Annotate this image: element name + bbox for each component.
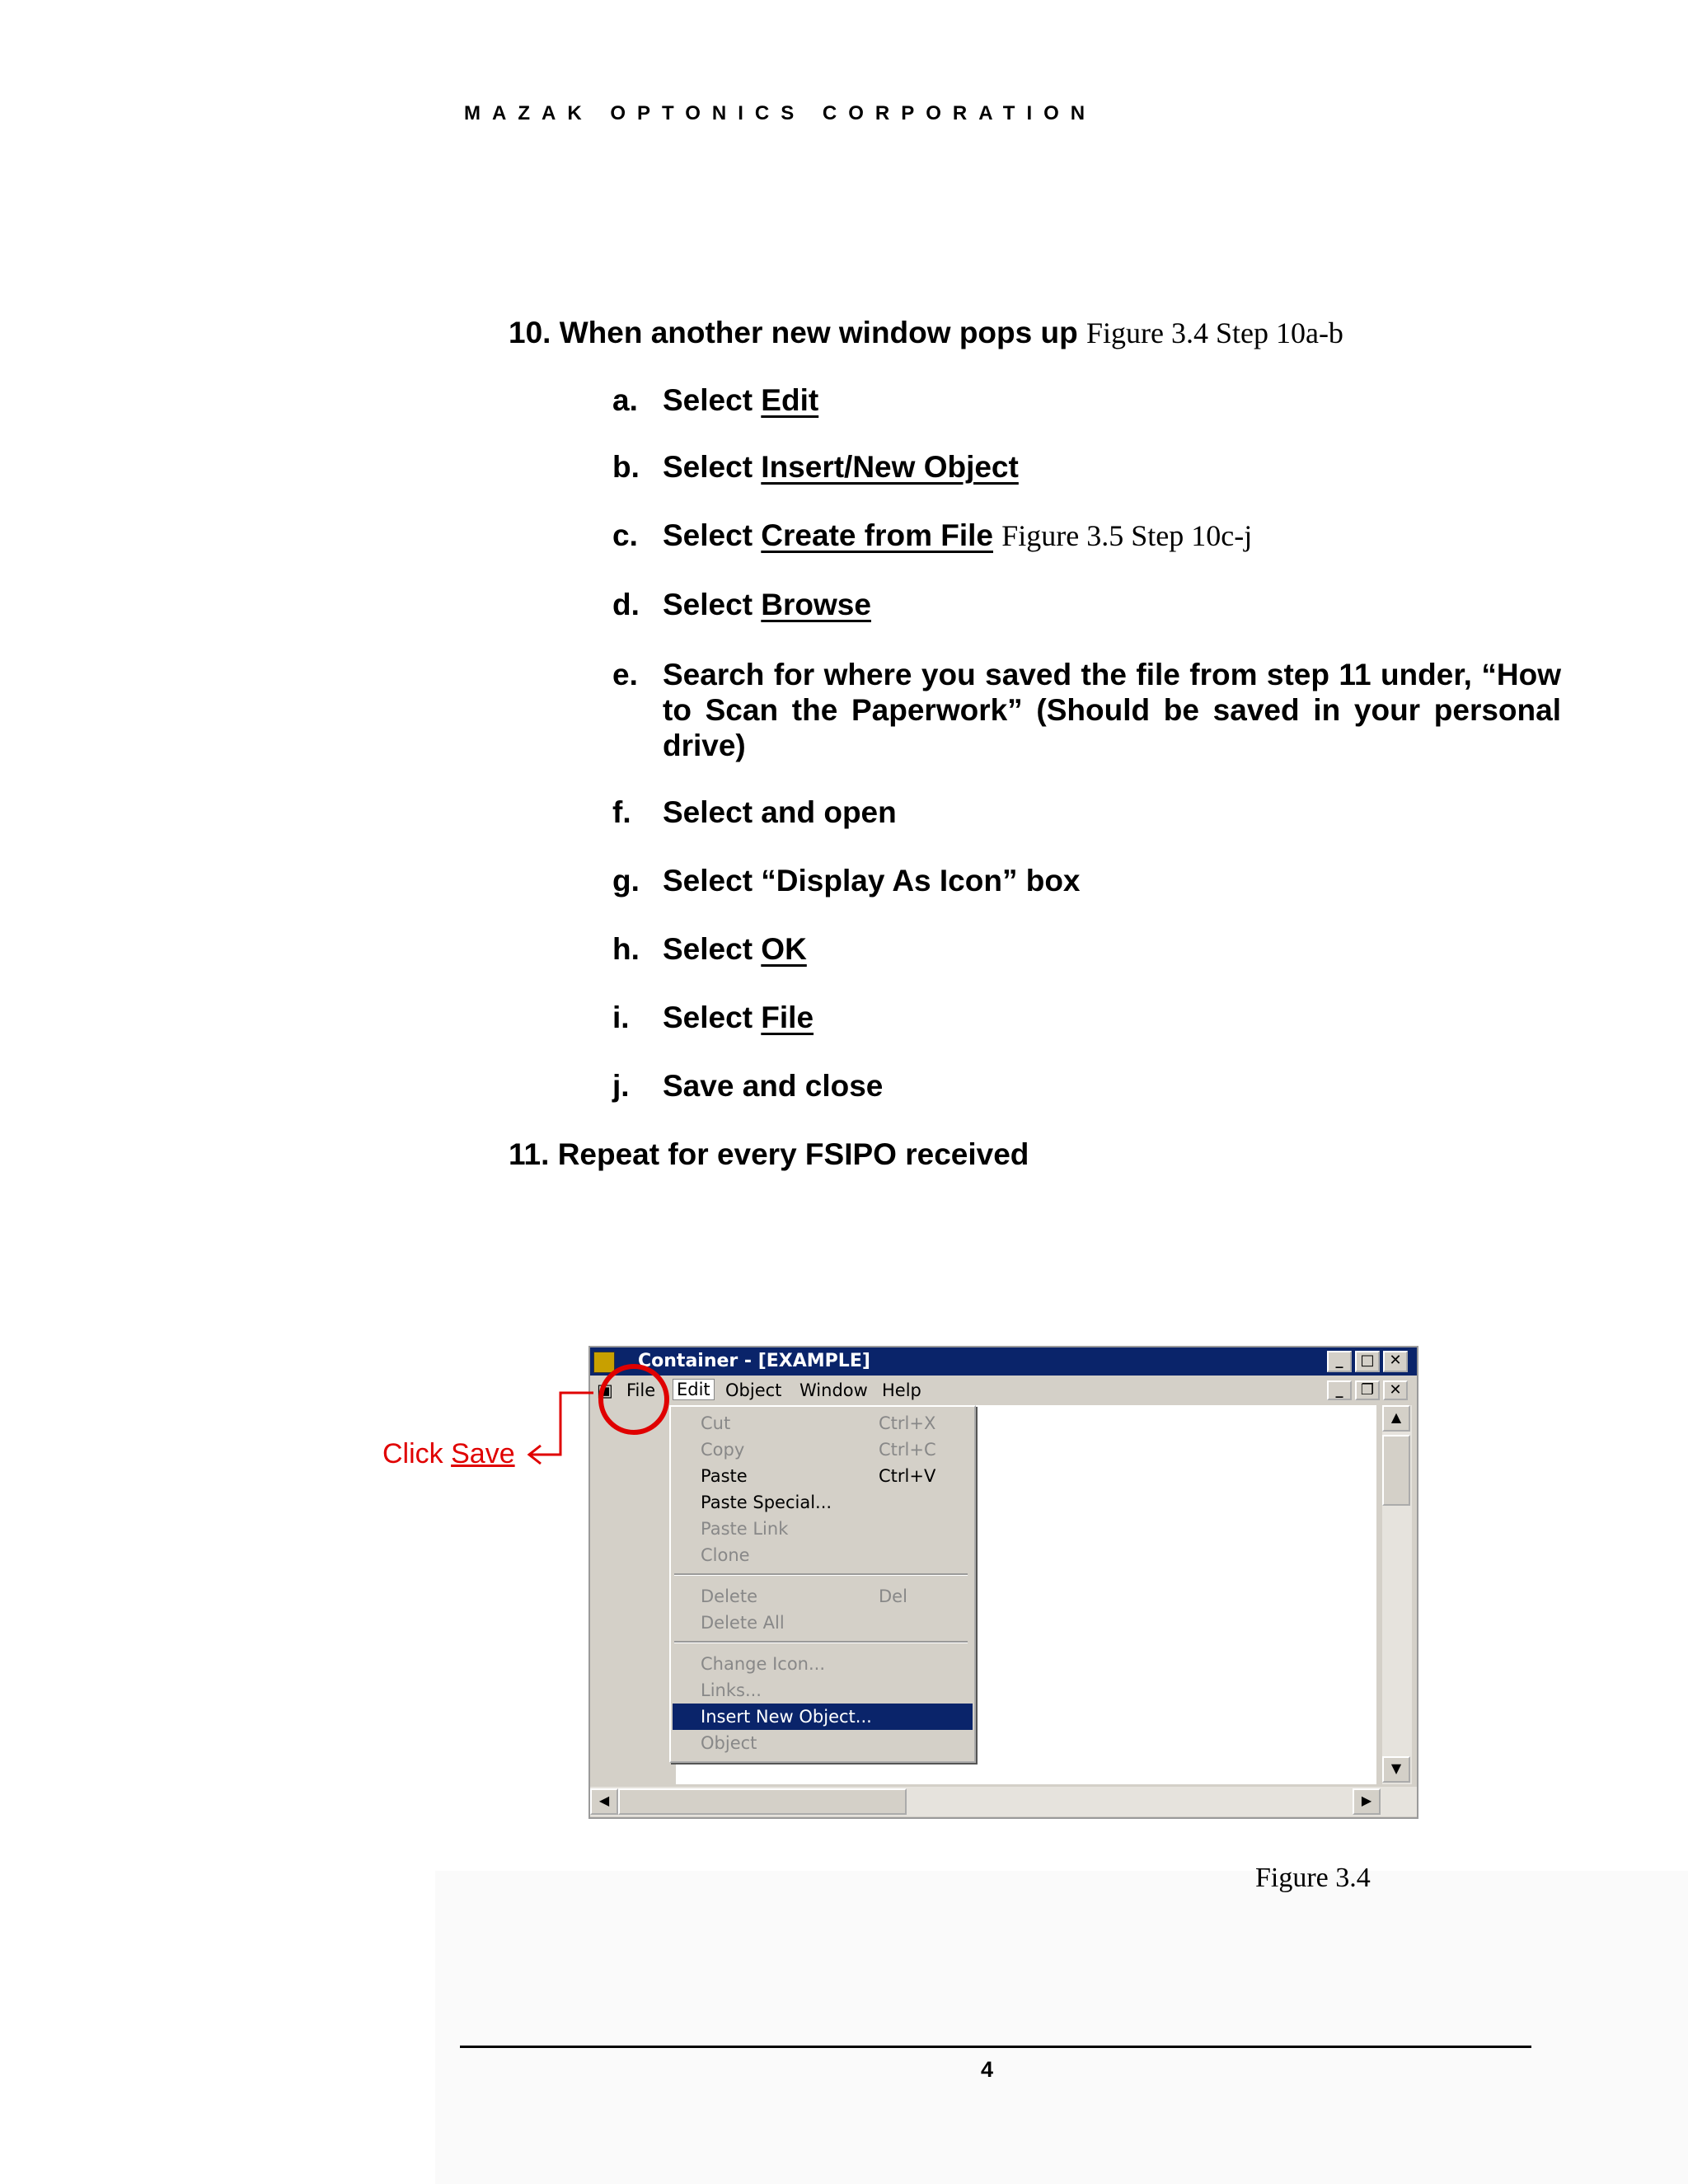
menu-window[interactable]: Window [799,1380,868,1400]
substep-letter: i. [612,1001,630,1034]
horizontal-scroll-thumb[interactable] [618,1788,907,1815]
substep-j-text: Save and close [663,1069,884,1103]
callout-arrow-icon [511,1385,602,1467]
menu-item-copy[interactable]: Copy Ctrl+C [701,1440,936,1460]
step-10-text: When another new window pops up [559,316,1078,349]
window-titlebar [590,1347,1417,1376]
menu-item-clone[interactable]: Clone [701,1545,750,1565]
menu-item-delete-all[interactable]: Delete All [701,1613,785,1633]
scroll-right-icon[interactable]: ▶ [1353,1788,1381,1815]
substep-prefix: Select [663,932,762,966]
menu-item-insert-new-object[interactable]: Insert New Object... [673,1704,973,1730]
browse-link: Browse [761,588,871,621]
substep-prefix: Select [663,450,762,484]
create-from-file-link: Create from File [761,518,993,552]
substep-e-text: Search for where you saved the file from step 11 under, “How to Scan the Paperwork” (Should be saved in your personal drive) [663,658,1561,762]
ok-link: OK [761,932,807,966]
step-11-number: 11. [509,1137,550,1171]
menu-bar [590,1376,1417,1405]
click-save-annotation [382,1438,515,1470]
document-icon: ▣ [597,1380,613,1400]
page-background-shade [435,1871,1688,2184]
window-title: Container - [EXAMPLE] [638,1351,870,1371]
substep-letter: e. [612,658,638,691]
close-button[interactable]: ✕ [1383,1351,1408,1372]
menu-separator [674,1641,968,1643]
substep-letter: g. [612,864,640,898]
step-10 [509,315,1343,351]
menu-separator [674,1573,968,1576]
doc-restore-button[interactable]: ❐ [1355,1380,1380,1400]
substep-c-figure-ref: Figure 3.5 Step 10c-j [1001,519,1253,552]
menu-item-paste[interactable]: Paste Ctrl+V [701,1466,936,1486]
substep-letter: j. [612,1069,630,1103]
horizontal-scrollbar[interactable] [590,1787,1417,1816]
menu-file[interactable]: File [626,1380,656,1400]
substep-f-text: Select and open [663,795,897,829]
scroll-down-icon[interactable]: ▼ [1382,1756,1410,1783]
step-11 [509,1137,1029,1172]
scroll-left-icon[interactable]: ◀ [590,1788,618,1815]
figure-caption: Figure 3.4 [1255,1863,1371,1893]
menu-item-cut[interactable]: Cut Ctrl+X [701,1413,936,1433]
highlight-circle [598,1364,669,1435]
annotation-prefix: Click [382,1438,452,1469]
scroll-up-icon[interactable]: ▲ [1382,1405,1410,1432]
step-10-figure-ref: Figure 3.4 Step 10a-b [1085,316,1343,349]
menu-help[interactable]: Help [882,1380,921,1400]
menu-item-links[interactable]: Links... [701,1680,762,1700]
menu-item-delete[interactable]: Delete Del [701,1586,907,1606]
page-number: 4 [981,2057,994,2082]
substep-prefix: Select [663,588,762,621]
substep-letter: f. [612,795,631,829]
menu-item-paste-link[interactable]: Paste Link [701,1519,789,1539]
maximize-button[interactable]: □ [1355,1351,1380,1372]
company-header: MAZAK OPTONICS CORPORATION [464,102,1097,124]
substep-g-text: Select “Display As Icon” box [663,864,1081,898]
menu-edit[interactable]: Edit [673,1379,715,1400]
substep-letter: d. [612,588,640,621]
substep-prefix: Select [663,383,762,417]
vertical-scrollbar[interactable] [1382,1405,1412,1784]
edit-menu-dropdown [669,1405,976,1763]
menu-object[interactable]: Object [725,1380,782,1400]
substep-prefix: Select [663,1001,762,1034]
annotation-action: Save [451,1438,515,1469]
substep-letter: a. [612,383,638,417]
substep-letter: b. [612,450,640,484]
minimize-button[interactable]: _ [1327,1351,1352,1372]
menu-item-object[interactable]: Object [701,1733,757,1753]
menu-item-change-icon[interactable]: Change Icon... [701,1654,825,1674]
footer-rule [460,2046,1531,2048]
file-link: File [761,1001,814,1034]
substep-prefix: Select [663,518,762,552]
doc-close-button[interactable]: ✕ [1383,1380,1408,1400]
menu-item-paste-special[interactable]: Paste Special... [701,1493,832,1512]
step-11-text: Repeat for every FSIPO received [557,1137,1029,1171]
doc-minimize-button[interactable]: _ [1327,1380,1352,1400]
insert-new-object-link: Insert/New Object [761,450,1019,484]
vertical-scroll-thumb[interactable] [1382,1435,1410,1506]
app-icon [593,1352,615,1373]
edit-link: Edit [761,383,819,417]
substep-letter: c. [612,518,638,552]
substep-letter: h. [612,932,640,966]
ole-container-window [588,1346,1418,1819]
step-10-number: 10. [509,316,551,349]
